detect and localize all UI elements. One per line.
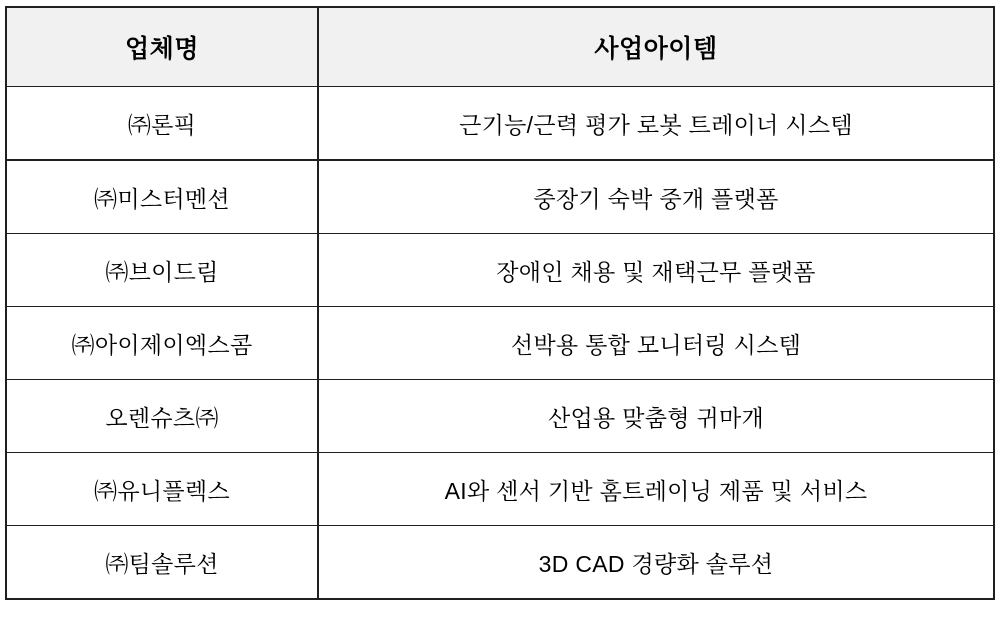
table-row [6, 234, 994, 307]
table-row [6, 307, 994, 380]
column-header-company-name: 업체명 [6, 7, 318, 87]
table-row [6, 526, 994, 600]
cell-company-name: ㈜미스터멘션 [6, 160, 318, 234]
cell-company-name: 오렌슈츠㈜ [6, 380, 318, 453]
column-header-business-item: 사업아이템 [318, 7, 994, 87]
cell-company-name: ㈜아이제이엑스콤 [6, 307, 318, 380]
table-row [6, 87, 994, 161]
table-header [6, 7, 994, 87]
table-row [6, 160, 994, 234]
cell-business-item: 근기능/근력 평가 로봇 트레이너 시스템 [318, 87, 994, 161]
company-business-item-table [5, 6, 995, 600]
cell-company-name: ㈜론픽 [6, 87, 318, 161]
cell-business-item: 중장기 숙박 중개 플랫폼 [318, 160, 994, 234]
cell-company-name: ㈜브이드림 [6, 234, 318, 307]
cell-business-item: 3D CAD 경량화 솔루션 [318, 526, 994, 600]
table-body [6, 87, 994, 600]
table-row [6, 453, 994, 526]
cell-company-name: ㈜팀솔루션 [6, 526, 318, 600]
cell-business-item: 산업용 맞춤형 귀마개 [318, 380, 994, 453]
table-row [6, 380, 994, 453]
cell-company-name: ㈜유니플렉스 [6, 453, 318, 526]
cell-business-item: AI와 센서 기반 홈트레이닝 제품 및 서비스 [318, 453, 994, 526]
cell-business-item: 장애인 채용 및 재택근무 플랫폼 [318, 234, 994, 307]
cell-business-item: 선박용 통합 모니터링 시스템 [318, 307, 994, 380]
table-header-row [6, 7, 994, 87]
